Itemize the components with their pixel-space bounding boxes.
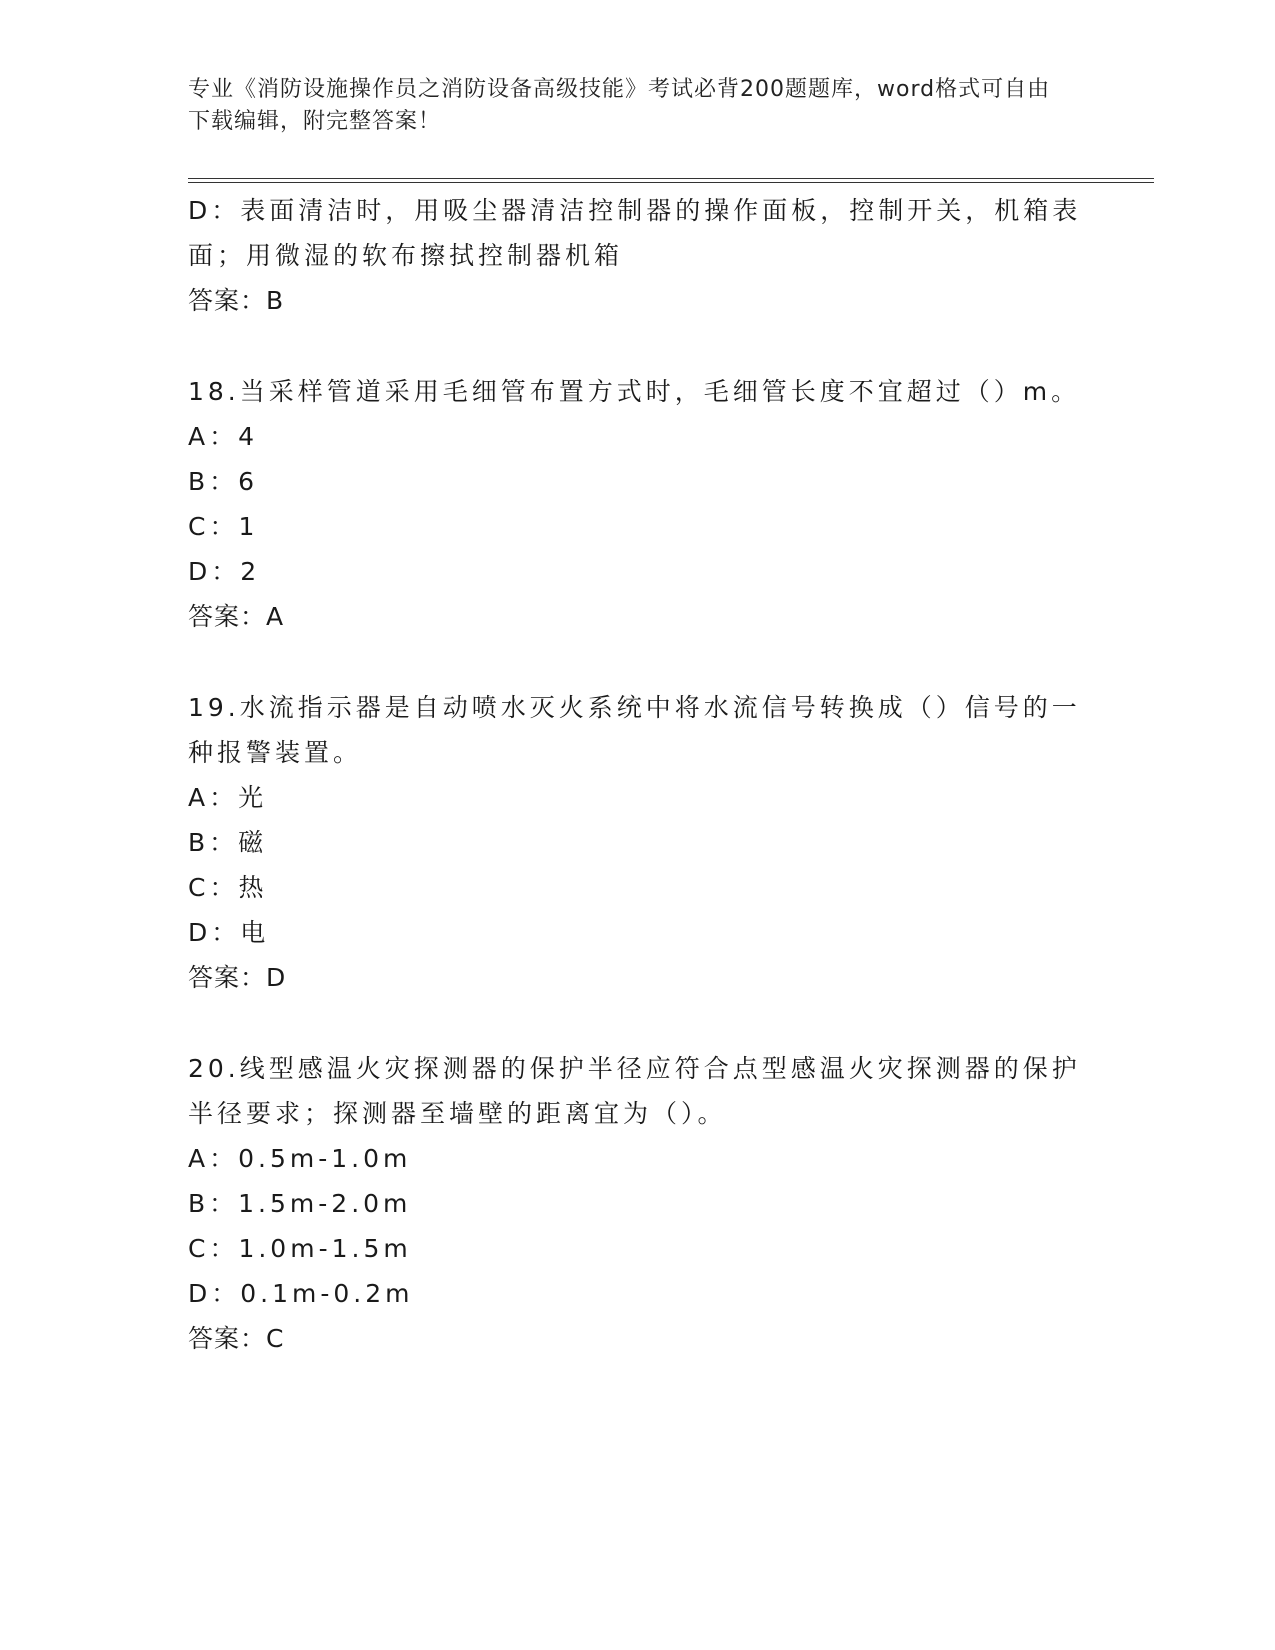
q19-stem-line2: 种报警装置。 [188, 738, 363, 767]
q18-option-b: B：6 [188, 467, 259, 496]
q19-option-a: A：光 [188, 783, 268, 812]
question-list [188, 188, 1082, 1361]
q17-answer: 答案：B [188, 286, 285, 315]
q19-option-d: D：电 [188, 918, 270, 947]
q17-option-d-line1: D：表面清洁时，用吸尘器清洁控制器的操作面板，控制开关，机箱表 [188, 196, 1082, 225]
q18-option-a: A：4 [188, 422, 259, 451]
q19-option-b: B：磁 [188, 828, 268, 857]
q20-stem-line1: 20.线型感温火灾探测器的保护半径应符合点型感温火灾探测器的保护 [188, 1054, 1081, 1083]
q20-option-c: C：1.0m-1.5m [188, 1234, 412, 1263]
q20-answer: 答案：C [188, 1324, 285, 1353]
q20-option-b: B：1.5m-2.0m [188, 1189, 412, 1218]
q18-answer: 答案：A [188, 602, 285, 631]
q17-option-d-line2: 面；用微湿的软布擦拭控制器机箱 [188, 241, 624, 270]
spacer [188, 323, 1078, 369]
q18-option-d: D：2 [188, 557, 261, 586]
spacer [188, 1000, 1078, 1046]
q20-option-a: A：0.5m-1.0m [188, 1144, 412, 1173]
q18-stem: 18.当采样管道采用毛细管布置方式时，毛细管长度不宜超过（）m。 [188, 377, 1081, 406]
spacer [188, 639, 1078, 685]
q20-stem-line2: 半径要求；探测器至墙壁的距离宜为（）。 [188, 1099, 727, 1128]
q20-option-d: D：0.1m-0.2m [188, 1279, 414, 1308]
q19-option-c: C：热 [188, 873, 268, 902]
q19-answer: 答案：D [188, 963, 287, 992]
document-header: 专业《消防设施操作员之消防设备高级技能》考试必背200题题库，word格式可自由下载编辑，附完整答案！ [188, 77, 1051, 134]
q19-stem-line1: 19.水流指示器是自动喷水灭火系统中将水流信号转换成（）信号的一 [188, 693, 1081, 722]
header-divider [188, 178, 1154, 183]
q18-option-c: C：1 [188, 512, 259, 541]
